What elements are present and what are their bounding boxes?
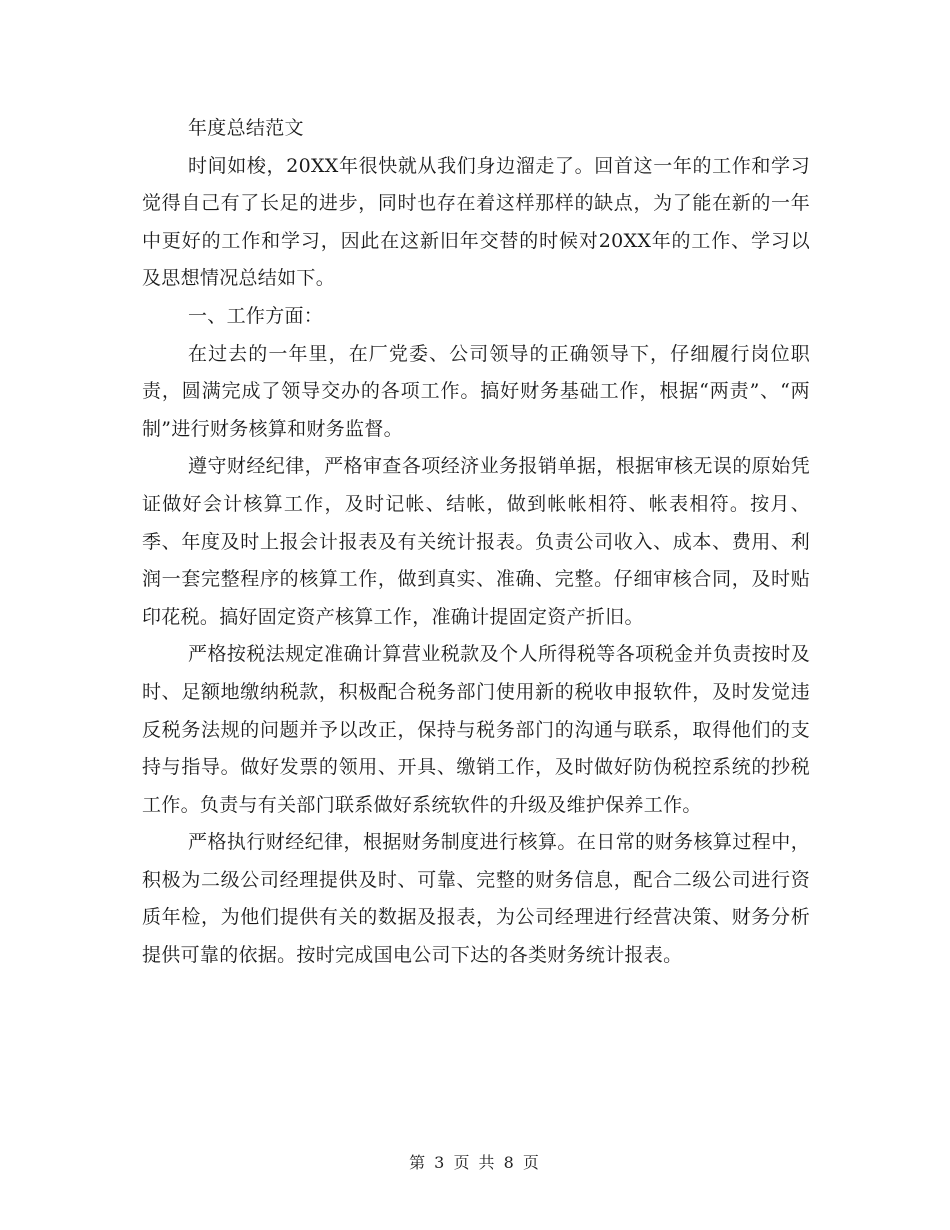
paragraph-accounting: 遵守财经纪律，严格审查各项经济业务报销单据，根据审核无误的原始凭证做好会计核算工作，及时记帐、结帐，做到帐帐相符、帐表相符。按月、季、年度及时上报会计报表及有关统计报表。负责公司收入、成本、费用、利润一套完整程序的核算工作，做到真实、准确、完整。仔细审核合同，及时贴印花税。搞好固定资产核算工作，准确计提固定资产折旧。 <box>142 455 810 628</box>
paragraph-duties: 在过去的一年里，在厂党委、公司领导的正确领导下，仔细履行岗位职责，圆满完成了领导交办的各项工作。搞好财务基础工作，根据“两责”、“两制”进行财务核算和财务监督。 <box>142 342 810 440</box>
section-heading-work: 一、工作方面： <box>188 304 324 327</box>
page-number: 第 3 页 共 8 页 <box>409 1153 541 1172</box>
document-body <box>142 110 810 975</box>
document-title: 年度总结范文 <box>188 117 304 139</box>
paragraph-tax: 严格按税法规定准确计算营业税款及个人所得税等各项税金并负责按时及时、足额地缴纳税款，积极配合税务部门使用新的税收申报软件，及时发觉违反税务法规的问题并予以改正，保持与税务部门的沟通与联系，取得他们的支持与指导。做好发票的领用、开具、缴销工作，及时做好防伪税控系统的抄税工作。负责与有关部门联系做好系统软件的升级及维护保养工作。 <box>142 643 810 816</box>
paragraph-intro: 时间如梭，20XX年很快就从我们身边溜走了。回首这一年的工作和学习觉得自己有了长足的进步，同时也存在着这样那样的缺点，为了能在新的一年中更好的工作和学习，因此在这新旧年交替的时候对20XX年的工作、学习以及思想情况总结如下。 <box>142 154 810 290</box>
page-footer <box>0 1150 950 1173</box>
paragraph-discipline: 严格执行财经纪律，根据财务制度进行核算。在日常的财务核算过程中，积极为二级公司经理提供及时、可靠、完整的财务信息，配合二级公司进行资质年检，为他们提供有关的数据及报表，为公司经理进行经营决策、财务分析提供可靠的依据。按时完成国电公司下达的各类财务统计报表。 <box>142 831 810 967</box>
